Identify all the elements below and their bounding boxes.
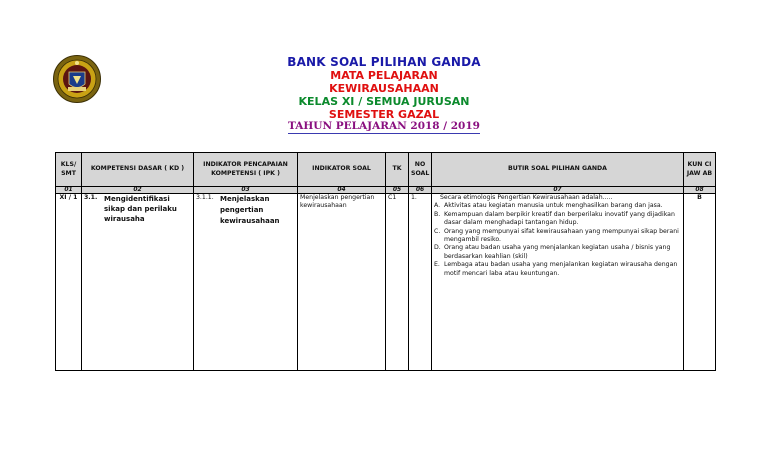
bank-soal-title: BANK SOAL PILIHAN GANDA bbox=[287, 55, 481, 69]
academic-year-label: TAHUN PELAJARAN 2018 / 2019 bbox=[288, 120, 480, 132]
kunci-jawaban-cell: B bbox=[684, 194, 716, 371]
header-kunci-jawaban: KUN CI JAW AB bbox=[684, 153, 716, 187]
column-number: 04 bbox=[298, 187, 386, 194]
kls-smt-cell: XI / 1 bbox=[56, 194, 82, 371]
kompetensi-dasar-cell bbox=[82, 194, 194, 371]
header-butir-soal: BUTIR SOAL PILIHAN GANDA bbox=[432, 153, 684, 187]
column-number: 02 bbox=[82, 187, 194, 194]
answer-option: E. Lembaga atau badan usaha yang menjalankan kegiatan wirausaha dengan motif mencari laba atau keuntungan. bbox=[434, 261, 678, 277]
column-number: 03 bbox=[194, 187, 298, 194]
indikator-soal-cell: Menjelaskan pengertian kewirausahaan bbox=[298, 194, 386, 371]
kd-text: Mengidentifikasi sikap dan perilaku wirausaha bbox=[104, 195, 177, 223]
column-number: 07 bbox=[432, 187, 684, 194]
ipk-code: 3.1.1. bbox=[196, 194, 214, 201]
table-row bbox=[56, 194, 716, 371]
tk-cell: C1 bbox=[386, 194, 409, 371]
ipk-text: Menjelaskan pengertian kewirausahaan bbox=[220, 195, 280, 225]
header-ipk: INDIKATOR PENCAPAIAN KOMPETENSI ( IPK ) bbox=[194, 153, 298, 187]
column-number: 05 bbox=[386, 187, 409, 194]
kd-code: 3.1. bbox=[84, 194, 98, 201]
table-header-row bbox=[56, 153, 716, 187]
answer-option: D. Orang atau badan usaha yang menjalankan kegiatan usaha / bisnis yang berdasarkan keahlian (skil) bbox=[434, 244, 671, 260]
butir-soal-cell bbox=[432, 194, 684, 371]
semester-label: SEMESTER GAZAL bbox=[328, 108, 440, 121]
question-bank-table bbox=[55, 152, 716, 371]
answer-option: C. Orang yang mempunyai sifat kewirausahaan yang mempunyai sikap berani mengambil resiko. bbox=[434, 227, 679, 244]
question-text: Secara etimologis Pengertian Kewirausahaan adalah..... bbox=[440, 194, 613, 201]
class-label: KELAS XI / SEMUA JURUSAN bbox=[298, 95, 470, 108]
ipk-cell bbox=[194, 194, 298, 371]
header-kls: KLS/ SMT bbox=[56, 153, 82, 187]
column-number-row bbox=[56, 187, 716, 194]
column-number: 01 bbox=[56, 187, 82, 194]
header-indikator-soal: INDIKATOR SOAL bbox=[298, 153, 386, 187]
column-number: 08 bbox=[684, 187, 716, 194]
no-soal-cell: 1. bbox=[409, 194, 432, 371]
answer-option: A. Aktivitas atau kegiatan manusia untuk menghasilkan barang dan jasa. bbox=[434, 202, 663, 210]
header-tk: TK bbox=[386, 153, 409, 187]
answer-option: B. Kemampuan dalam berpikir kreatif dan berperilaku inovatif yang dijadikan dasar dalam menghadapi tantangan hidup. bbox=[434, 210, 675, 227]
header-no-soal: NO SOAL bbox=[409, 153, 432, 187]
header-kompetensi-dasar: KOMPETENSI DASAR ( KD ) bbox=[82, 153, 194, 187]
column-number: 06 bbox=[409, 187, 432, 194]
subject-name: KEWIRAUSAHAAN bbox=[329, 82, 439, 95]
mata-pelajaran-label: MATA PELAJARAN bbox=[330, 69, 438, 82]
